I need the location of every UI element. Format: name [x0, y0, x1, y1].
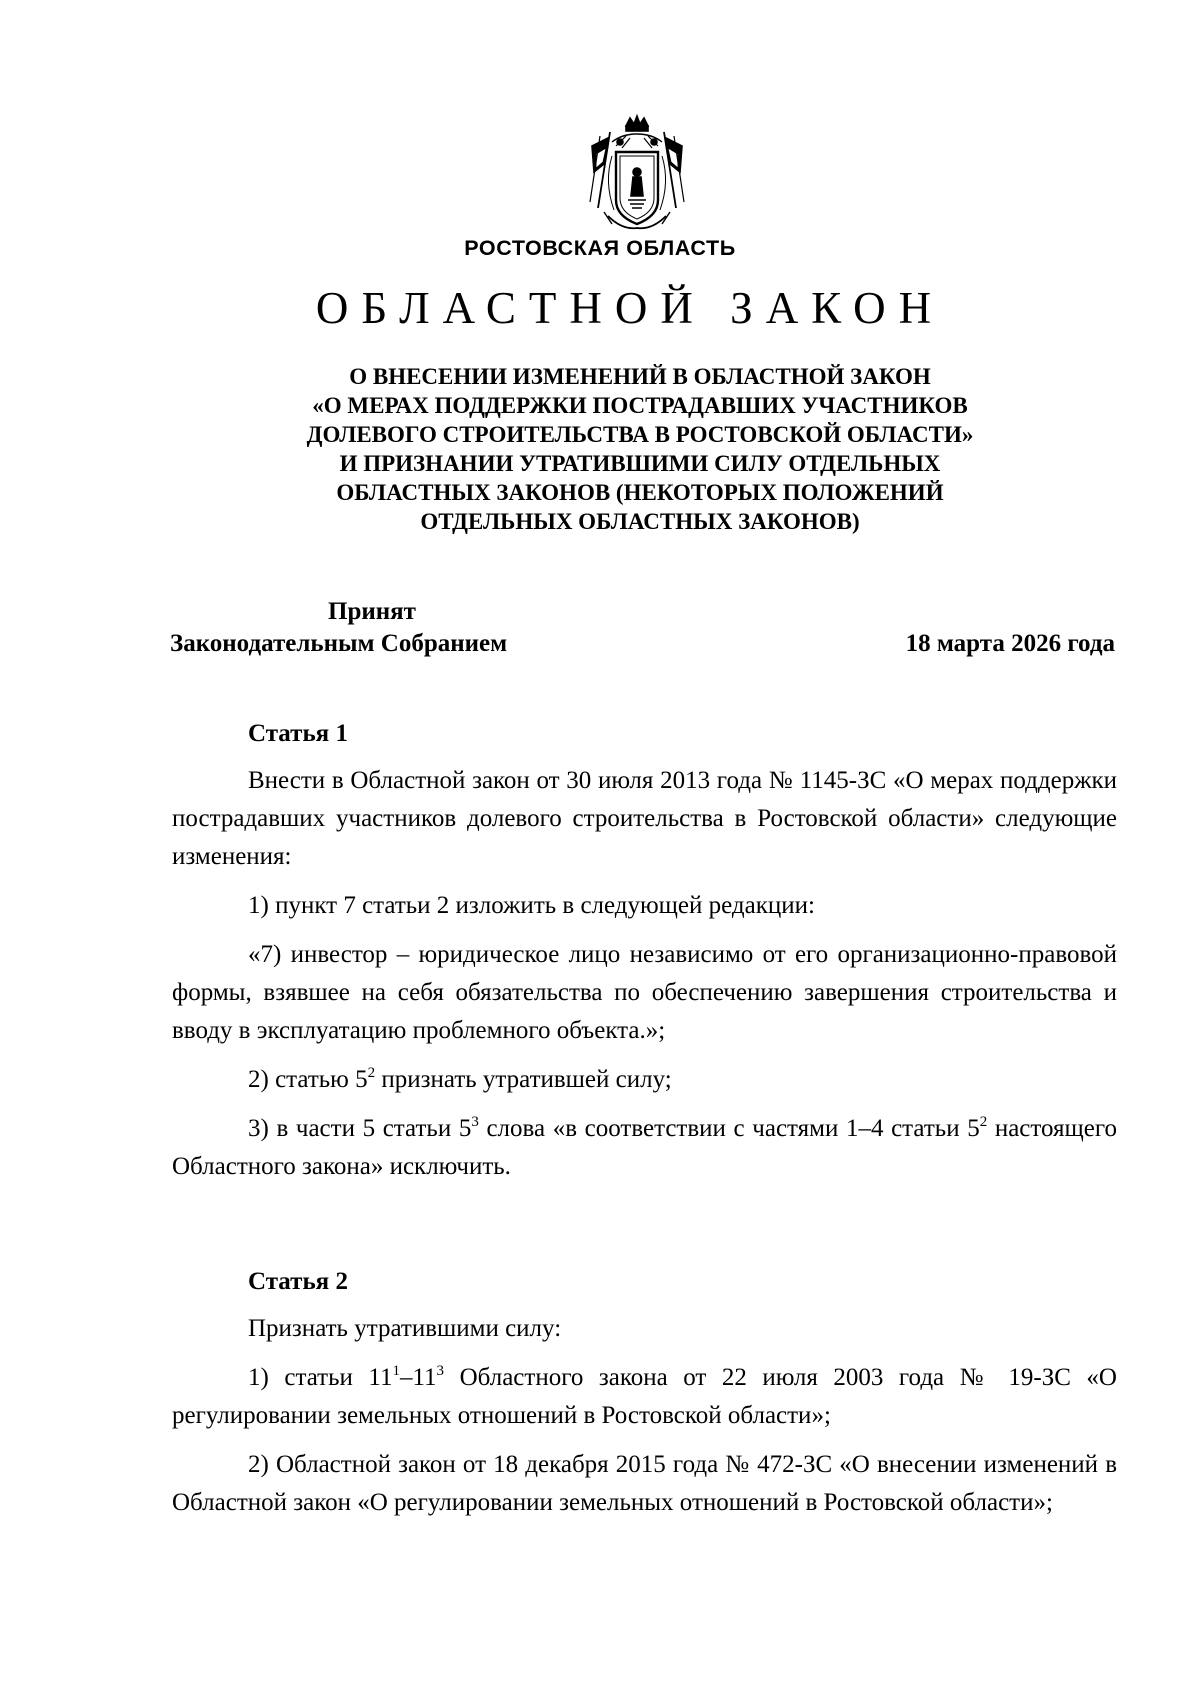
adopted-by: Законодательным Собранием	[170, 630, 508, 657]
superscript: 1	[392, 1363, 400, 1379]
item-text: настоящего Областного закона» исключить.	[172, 1115, 1117, 1180]
article-1-heading: Статья 1	[248, 720, 348, 747]
article-2-intro: Признать утратившими силу:	[248, 1315, 562, 1342]
item-text: 2) статью 5	[248, 1066, 368, 1093]
law-title-line: И ПРИЗНАНИИ УТРАТИВШИМИ СИЛУ ОТДЕЛЬНЫХ	[339, 451, 941, 476]
article-2-heading: Статья 2	[248, 1268, 348, 1295]
law-type-heading: ОБЛАСТНОЙ ЗАКОН	[315, 283, 945, 333]
coat-of-arms-icon	[582, 112, 692, 236]
adoption-date: 18 марта 2026 года	[905, 630, 1115, 657]
item-text: признать утратившей силу;	[375, 1066, 672, 1093]
adoption-block	[170, 596, 1115, 660]
superscript: 3	[471, 1114, 479, 1130]
adopted-label: Принят	[328, 598, 416, 625]
article-1-body	[172, 762, 1117, 1186]
superscript: 2	[979, 1114, 988, 1130]
item-text: 1) статьи 11	[248, 1364, 393, 1391]
item-text: слова «в соответствии с частями 1–4 статьи 5	[478, 1115, 980, 1142]
article-1-item-1: 1) пункт 7 статьи 2 изложить в следующей редакции:	[248, 892, 815, 919]
article-2-body	[172, 1310, 1117, 1522]
superscript: 2	[367, 1065, 376, 1081]
law-title-line: ОБЛАСТНЫХ ЗАКОНОВ (НЕКОТОРЫХ ПОЛОЖЕНИЙ	[336, 480, 944, 505]
article-2-item-1	[172, 1359, 1117, 1435]
article-1-item-3	[172, 1110, 1117, 1186]
item-text: Областного закона от 22 июля 2003 года № 19-ЗС «О регулировании земельных отношений в Ростовской области»;	[172, 1364, 1117, 1429]
superscript: 3	[436, 1363, 445, 1379]
article-1-item-1-quote: «7) инвестор – юридическое лицо независимо от его организационно-правовой формы, взявшее на себя обязательства по обеспечению завершения строительства и вводу в эксплуатацию проблемного объекта.»;	[172, 941, 1117, 1044]
law-title-line: ОТДЕЛЬНЫХ ОБЛАСТНЫХ ЗАКОНОВ)	[420, 509, 860, 534]
article-2-item-2: 2) Областной закон от 18 декабря 2015 года № 472-ЗС «О внесении изменений в Областной закон «О регулировании земельных отношений в Ростовской области»;	[172, 1451, 1117, 1516]
law-title	[160, 362, 1120, 536]
region-name: РОСТОВСКАЯ ОБЛАСТЬ	[464, 236, 736, 260]
article-1-intro: Внести в Областной закон от 30 июля 2013 года № 1145-ЗС «О мерах поддержки пострадавших участников долевого строительства в Ростовской области» следующие изменения:	[172, 767, 1117, 870]
article-1-item-2	[172, 1061, 1117, 1099]
item-text: 3) в части 5 статьи 5	[248, 1115, 472, 1142]
law-title-line: «О МЕРАХ ПОДДЕРЖКИ ПОСТРАДАВШИХ УЧАСТНИКОВ	[312, 393, 968, 418]
law-title-line: ДОЛЕВОГО СТРОИТЕЛЬСТВА В РОСТОВСКОЙ ОБЛАСТИ»	[306, 422, 974, 447]
item-text: –11	[399, 1364, 437, 1391]
law-title-line: О ВНЕСЕНИИ ИЗМЕНЕНИЙ В ОБЛАСТНОЙ ЗАКОН	[349, 364, 931, 389]
